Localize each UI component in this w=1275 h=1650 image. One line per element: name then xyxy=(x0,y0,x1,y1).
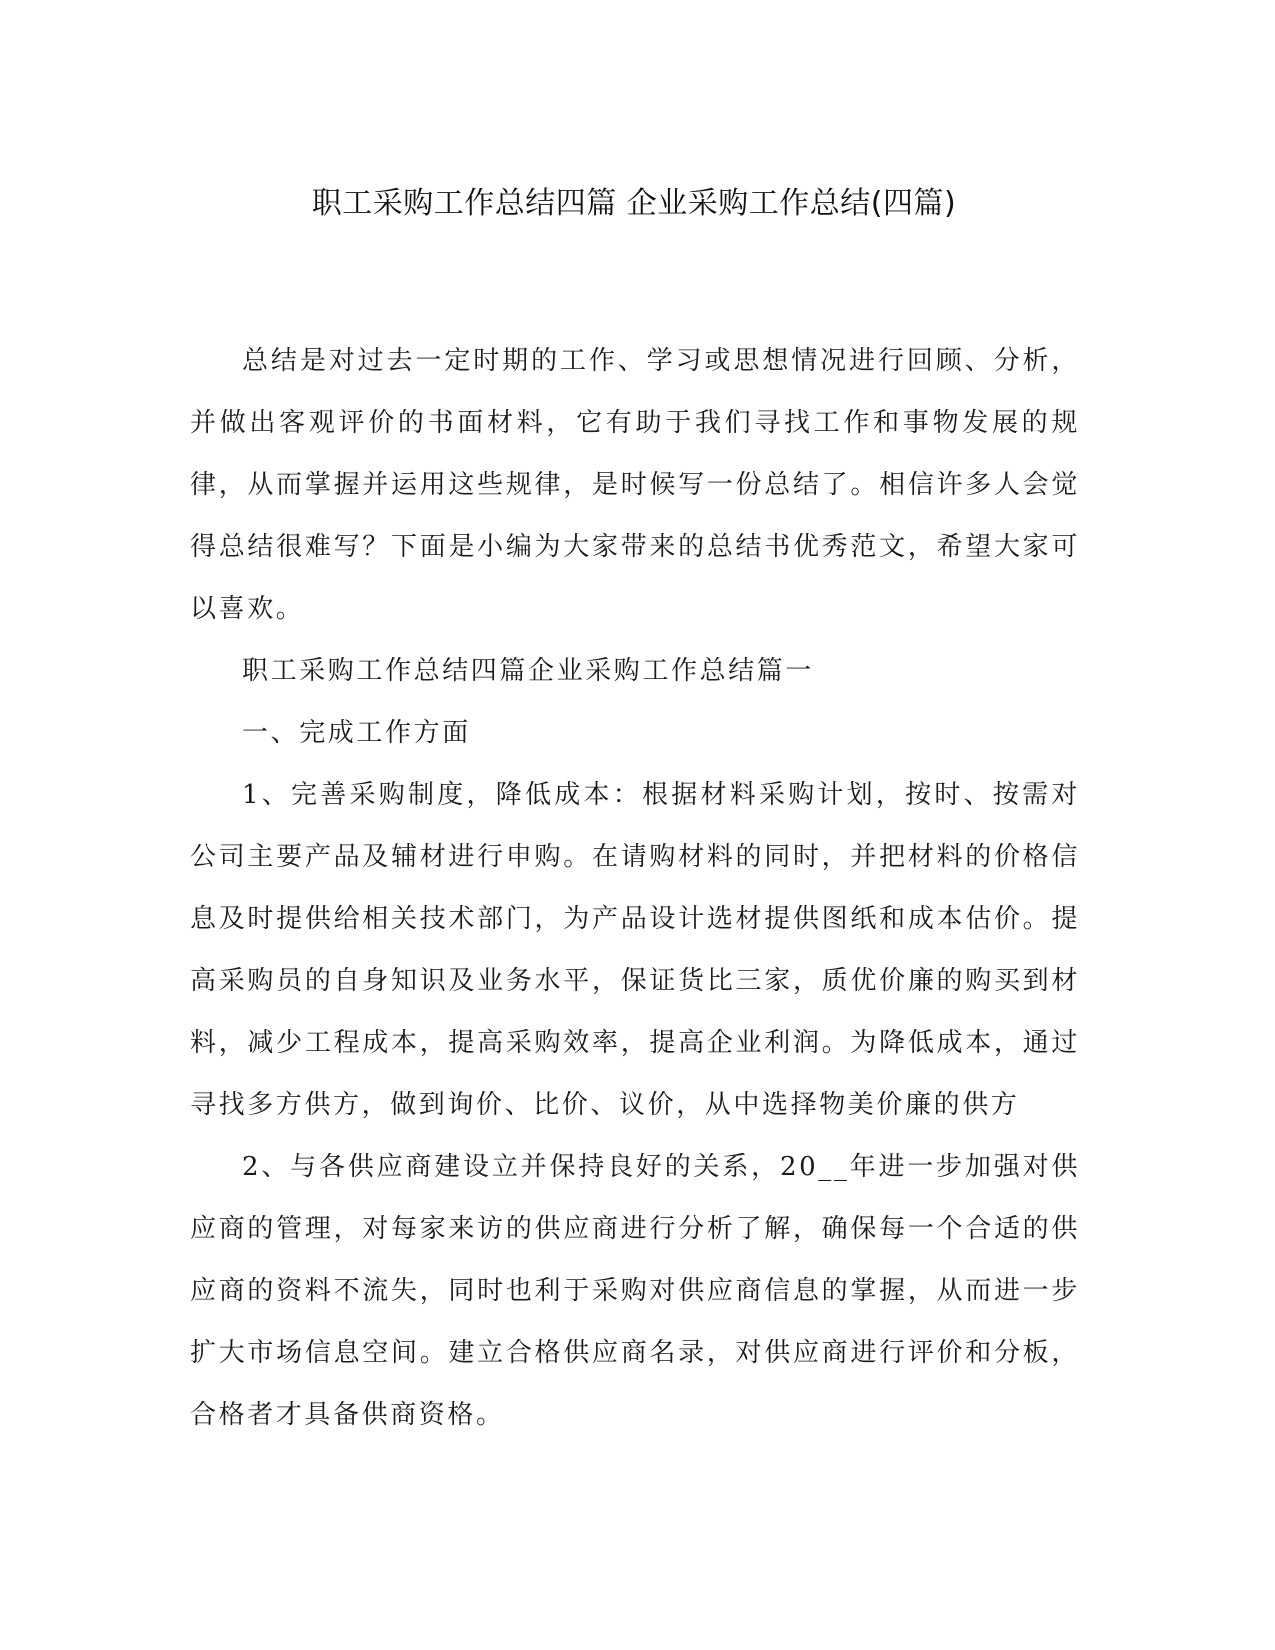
document-body xyxy=(190,330,1080,1446)
body-paragraph-1: 1、完善采购制度，降低成本：根据材料采购计划，按时、按需对公司主要产品及辅材进行申购。在请购材料的同时，并把材料的价格信息及时提供给相关技术部门，为产品设计选材提供图纸和成本估价。提高采购员的自身知识及业务水平，保证货比三家，质优价廉的购买到材料，减少工程成本，提高采购效率，提高企业利润。为降低成本，通过寻找多方供方，做到询价、比价、议价，从中选择物美价廉的供方 xyxy=(190,780,1080,1120)
intro-paragraph: 总结是对过去一定时期的工作、学习或思想情况进行回顾、分析，并做出客观评价的书面材料，它有助于我们寻找工作和事物发展的规律，从而掌握并运用这些规律，是时候写一份总结了。相信许多人会觉得总结很难写？下面是小编为大家带来的总结书优秀范文，希望大家可以喜欢。 xyxy=(190,346,1080,624)
body-paragraph-2: 2、与各供应商建设立并保持良好的关系，20__年进一步加强对供应商的管理，对每家来访的供应商进行分析了解，确保每一个合适的供应商的资料不流失，同时也利于采购对供应商信息的掌握，从而进一步扩大市场信息空间。建立合格供应商名录，对供应商进行评价和分板，合格者才具备供商资格。 xyxy=(190,1152,1080,1430)
subsection-heading: 一、完成工作方面 xyxy=(242,718,471,748)
document-title: 职工采购工作总结四篇 企业采购工作总结(四篇) xyxy=(311,186,957,221)
section-heading: 职工采购工作总结四篇企业采购工作总结篇一 xyxy=(242,656,815,686)
